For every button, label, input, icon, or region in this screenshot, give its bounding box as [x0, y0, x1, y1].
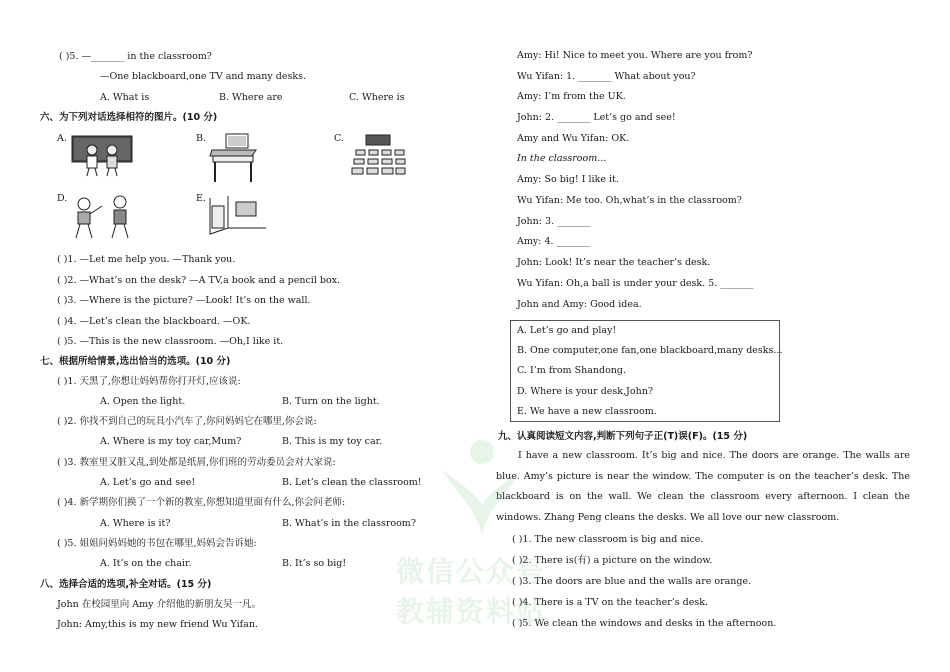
q5-option-c: C. Where is [349, 92, 405, 103]
s9-item-5: ( )5. We clean the windows and desks in the afternoon. [512, 618, 777, 629]
dialog-line: Amy and Wu Yifan: OK. [517, 133, 630, 144]
reading-passage: I have a new classroom. It’s big and nice. The doors are orange. The walls are blue. Amy’s picture is near the window. The computer is on the teacher’s desk. The blackboard is on the wall. We clean the classroom every afternoon. I clean the windows. Zhang Peng cleans the desks. We all love our new classroom. [496, 450, 910, 524]
option-e: E. We have a new classroom. [517, 406, 657, 417]
s7-q2-b: B. This is my toy car. [282, 436, 383, 447]
option-d: D. Where is your desk,John? [517, 386, 653, 397]
classroom-illustration [350, 134, 406, 178]
s7-q3-a: A. Let’s go and see! [100, 477, 196, 488]
section7-title: 七、根据所给情景,选出恰当的选项。(10 分) [40, 356, 231, 367]
section8-title: 八、选择合适的选项,补全对话。(15 分) [40, 579, 212, 590]
pic-label-a: A. [57, 133, 67, 144]
s8-intro: John 在校园里向 Amy 介绍他的新朋友吴一凡。 [57, 599, 262, 610]
cleaning-illustration [66, 194, 136, 240]
q5-option-b: B. Where are [219, 92, 283, 103]
section6-title: 六、为下列对话选择相符的图片。(10 分) [40, 112, 218, 123]
dialog-line: Amy: I’m from the UK. [517, 91, 626, 102]
s7-q4-b: B. What’s in the classroom? [282, 518, 416, 529]
pic-label-d: D. [57, 193, 68, 204]
dialog-line: Amy: So big! I like it. [517, 174, 619, 185]
s7-q3: ( )3. 教室里又脏又乱,到处都是纸屑,你们班的劳动委员会对大家说: [57, 457, 336, 468]
s7-q5-a: A. It’s on the chair. [100, 558, 192, 569]
s7-q4-a: A. Where is it? [100, 518, 171, 529]
s7-q1-a: A. Open the light. [100, 396, 186, 407]
watermark-line1: 微信公众号 [396, 555, 547, 588]
helping-illustration [70, 134, 134, 178]
option-a: A. Let’s go and play! [517, 325, 617, 336]
s7-q3-b: B. Let’s clean the classroom! [282, 477, 422, 488]
option-c: C. I’m from Shandong. [517, 365, 627, 376]
dialog-line: John: 2. _______ Let’s go and see! [517, 112, 676, 123]
s9-item-2: ( )2. There is(有) a picture on the window. [512, 555, 713, 566]
s6-item-1: ( )1. —Let me help you. —Thank you. [57, 254, 236, 265]
dialog-scene-note: In the classroom... [517, 153, 607, 164]
option-b: B. One computer,one fan,one blackboard,many desks... [517, 345, 783, 356]
desk-illustration [208, 132, 260, 184]
section9-title: 九、认真阅读短文内容,判断下列句子正(T)误(F)。(15 分) [498, 431, 748, 442]
dialog-line: John and Amy: Good idea. [517, 299, 642, 310]
dialog-line: Amy: Hi! Nice to meet you. Where are you from? [517, 50, 753, 61]
pic-label-b: B. [196, 133, 207, 144]
s6-item-5: ( )5. —This is the new classroom. —Oh,I like it. [57, 336, 284, 347]
s7-q5: ( )5. 姐姐问妈妈她的书包在哪里,妈妈会告诉她: [57, 538, 257, 549]
dialog-line: Wu Yifan: Me too. Oh,what’s in the classroom? [517, 195, 742, 206]
s7-q1: ( )1. 天黑了,你想让妈妈帮你打开灯,应该说: [57, 376, 241, 387]
watermark-line2: 教辅资料站 [396, 595, 547, 628]
q5-option-a: A. What is [100, 92, 150, 103]
options-box [510, 320, 783, 422]
s7-q2: ( )2. 你找不到自己的玩具小汽车了,你问妈妈它在哪里,你会说: [57, 416, 317, 427]
dialog-line: John: 3. _______ [517, 216, 591, 227]
dialog-line: John: Look! It’s near the teacher’s desk. [517, 257, 711, 268]
s6-item-4: ( )4. —Let’s clean the blackboard. —OK. [57, 316, 251, 327]
s6-item-2: ( )2. —What’s on the desk? —A TV,a book and a pencil box. [57, 275, 341, 286]
s6-item-3: ( )3. —Where is the picture? —Look! It’s on the wall. [57, 295, 311, 306]
dialog-line: Wu Yifan: Oh,a ball is under your desk. 5. _______ [517, 278, 754, 289]
q5-reply: —One blackboard,one TV and many desks. [100, 71, 307, 82]
pic-label-c: C. [334, 133, 344, 144]
s7-q4: ( )4. 新学期你们换了一个新的教室,你想知道里面有什么,你会问老师: [57, 497, 346, 508]
s9-item-4: ( )4. There is a TV on the teacher’s desk. [512, 597, 709, 608]
dialog-line: Amy: 4. _______ [517, 236, 590, 247]
dialog-line: Wu Yifan: 1. _______ What about you? [517, 71, 696, 82]
s9-item-3: ( )3. The doors are blue and the walls are orange. [512, 576, 752, 587]
pic-label-e: E. [196, 193, 206, 204]
s9-item-1: ( )1. The new classroom is big and nice. [512, 534, 704, 545]
s8-dialog-line1: John: Amy,this is my new friend Wu Yifan. [57, 619, 258, 630]
s7-q1-b: B. Turn on the light. [282, 396, 380, 407]
wall-picture-illustration [208, 194, 268, 236]
s7-q5-b: B. It’s so big! [282, 558, 347, 569]
q5-question: ( )5. —_______ in the classroom? [59, 51, 212, 62]
s7-q2-a: A. Where is my toy car,Mum? [100, 436, 242, 447]
